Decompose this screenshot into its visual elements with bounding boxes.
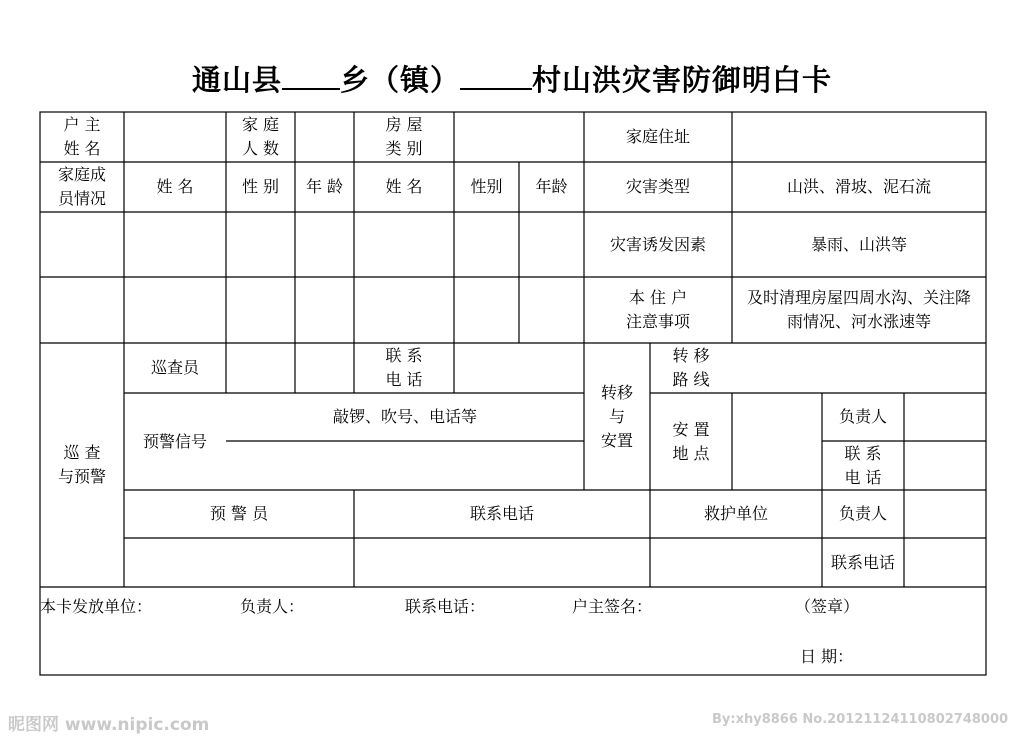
warner-phone-label: 联系电话 xyxy=(469,504,534,523)
member-age-header-2: 年龄 xyxy=(535,177,568,196)
address-label: 家庭住址 xyxy=(625,127,690,146)
patrol-warning-label: 巡 查 与预警 xyxy=(57,443,106,486)
route-label: 转 移 路 线 xyxy=(672,346,710,389)
trigger-label: 灾害诱发因素 xyxy=(609,234,706,254)
member-gender-header-2: 性别 xyxy=(470,177,503,196)
disaster-type-value: 山洪、滑坡、泥石流 xyxy=(786,177,931,196)
seal-label: （签章） xyxy=(795,597,860,616)
member-name-header-1: 姓 名 xyxy=(156,177,194,196)
rescue-person-label: 负责人 xyxy=(838,504,887,523)
disaster-type-label: 灾害类型 xyxy=(625,177,690,196)
footer-phone-label: 联系电话： xyxy=(405,597,486,616)
place-label: 安 置 地 点 xyxy=(672,419,710,463)
warner-label: 预 警 员 xyxy=(209,504,269,523)
watermark-site: 昵图网 www.nipic.com xyxy=(8,715,210,735)
member-name-header-2: 姓 名 xyxy=(385,177,423,196)
place-person-label: 负责人 xyxy=(838,407,887,426)
watermark-id: By:xhy8866 No.20121124110802748000 xyxy=(712,712,1009,727)
card-title: 通山县 乡（镇） 村山洪灾害防御明白卡 xyxy=(0,58,1024,102)
household-head-label: 户 主 姓 名 xyxy=(63,115,101,158)
notice-value: 及时清理房屋四周水沟、关注降 雨情况、河水涨速等 xyxy=(746,288,971,331)
notice-label: 本 住 户 注意事项 xyxy=(625,288,690,331)
patroller-phone-label: 联 系 电 话 xyxy=(385,346,423,389)
transfer-label: 转移 与 安置 xyxy=(600,382,633,450)
rescue-phone-label: 联系电话 xyxy=(830,552,895,572)
rescue-unit-label: 救护单位 xyxy=(703,504,768,523)
place-phone-label: 联 系 电 话 xyxy=(844,443,882,487)
family-count-label: 家 庭 人 数 xyxy=(241,115,280,158)
issuer-label: 本卡发放单位： xyxy=(40,597,153,616)
householder-signature-label: 户主签名： xyxy=(572,597,653,616)
date-label: 日 期： xyxy=(800,647,854,666)
house-type-label: 房 屋 类 别 xyxy=(385,115,423,158)
member-age-header-1: 年 龄 xyxy=(305,177,344,196)
patroller-label: 巡查员 xyxy=(150,358,199,377)
footer-person-label: 负责人： xyxy=(240,597,305,616)
members-label: 家庭成 员情况 xyxy=(57,165,106,208)
member-gender-header-1: 性 别 xyxy=(241,177,280,196)
warning-signal-label: 预警信号 xyxy=(142,431,207,451)
warning-signal-methods: 敲锣、吹号、电话等 xyxy=(332,407,477,426)
trigger-value: 暴雨、山洪等 xyxy=(810,234,907,254)
